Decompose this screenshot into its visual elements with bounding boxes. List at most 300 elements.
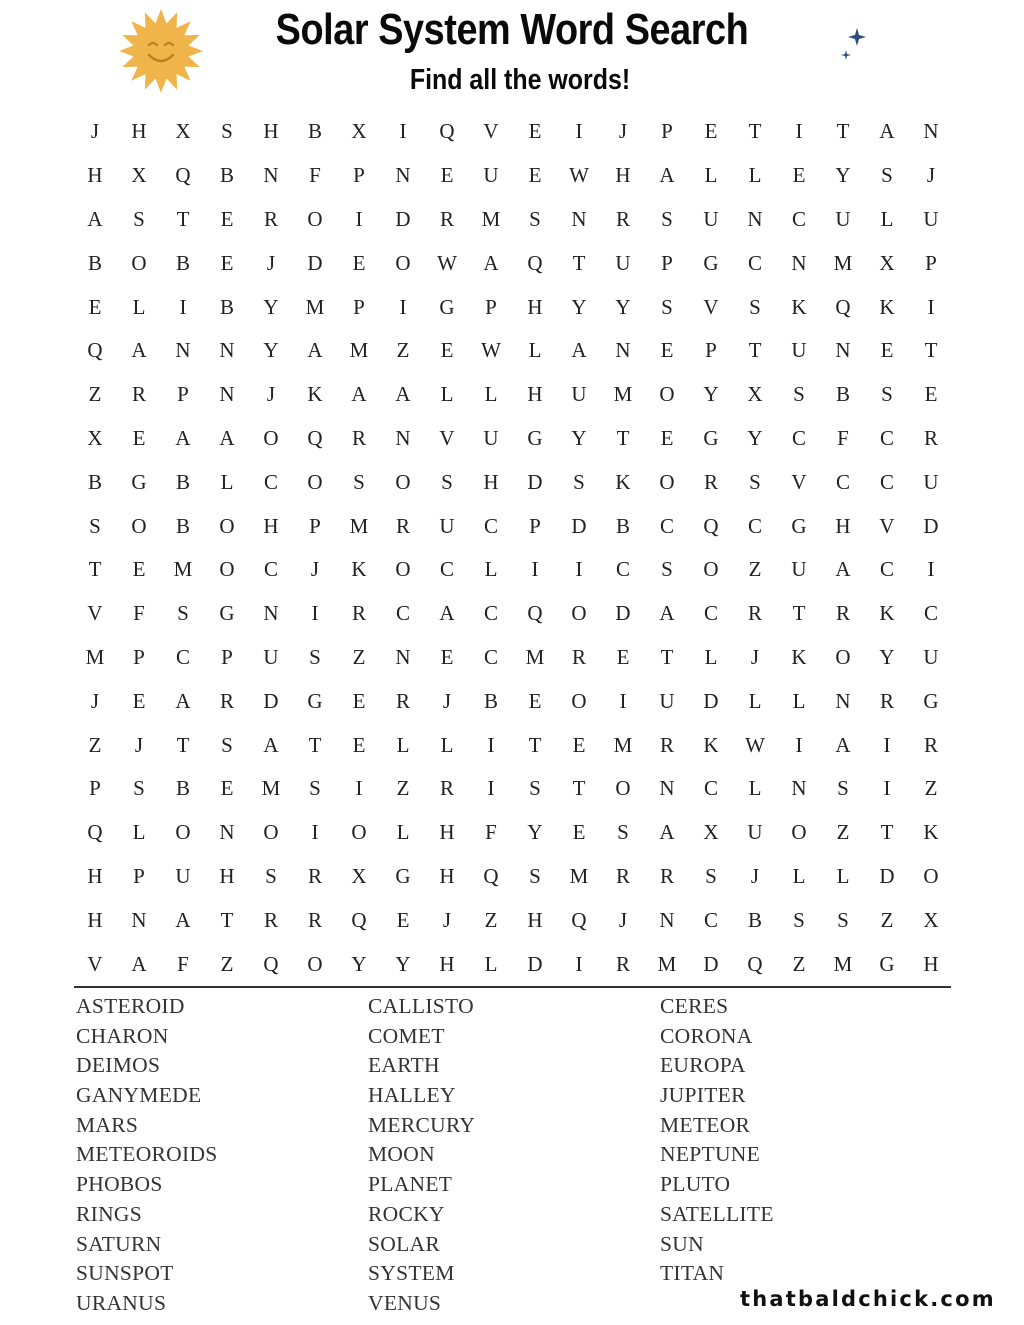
grid-letter[interactable]: E — [220, 206, 234, 231]
grid-letter[interactable]: S — [661, 206, 673, 231]
grid-letter[interactable]: W — [569, 163, 589, 188]
grid-letter[interactable]: E — [660, 338, 674, 363]
grid-letter[interactable]: M — [305, 294, 325, 319]
grid-letter[interactable]: A — [659, 820, 675, 845]
grid-letter[interactable]: O — [659, 469, 675, 494]
grid-letter[interactable]: U — [791, 338, 807, 363]
grid-letter[interactable]: B — [747, 907, 762, 932]
grid-letter[interactable]: C — [791, 206, 806, 231]
grid-letter[interactable]: U — [659, 688, 675, 713]
grid-letter[interactable]: B — [615, 513, 630, 538]
grid-letter[interactable]: R — [615, 863, 630, 888]
grid-letter[interactable]: Q — [87, 338, 103, 363]
grid-letter[interactable]: S — [353, 469, 365, 494]
grid-letter[interactable]: H — [439, 820, 455, 845]
grid-letter[interactable]: E — [132, 688, 146, 713]
grid-letter[interactable]: K — [615, 469, 631, 494]
grid-letter[interactable]: S — [177, 601, 189, 626]
grid-letter[interactable]: A — [879, 119, 895, 144]
grid-letter[interactable]: J — [618, 119, 628, 144]
grid-letter[interactable]: T — [176, 732, 190, 757]
grid-letter[interactable]: E — [396, 907, 410, 932]
grid-letter[interactable]: F — [309, 163, 321, 188]
grid-letter[interactable]: E — [792, 163, 806, 188]
grid-letter[interactable]: M — [833, 250, 853, 275]
grid-letter[interactable]: X — [703, 820, 719, 845]
grid-letter[interactable]: S — [749, 469, 761, 494]
grid-letter[interactable]: S — [793, 382, 805, 407]
grid-letter[interactable]: L — [440, 732, 454, 757]
grid-letter[interactable]: U — [263, 644, 279, 669]
grid-letter[interactable]: O — [835, 644, 851, 669]
grid-letter[interactable]: G — [439, 294, 455, 319]
grid-letter[interactable]: U — [923, 469, 939, 494]
grid-letter[interactable]: G — [923, 688, 939, 713]
grid-letter[interactable]: O — [131, 250, 147, 275]
grid-letter[interactable]: Z — [924, 776, 938, 801]
grid-letter[interactable]: E — [220, 250, 234, 275]
grid-letter[interactable]: K — [923, 820, 939, 845]
grid-letter[interactable]: U — [571, 382, 587, 407]
grid-letter[interactable]: K — [791, 644, 807, 669]
grid-letter[interactable]: D — [615, 601, 631, 626]
grid-letter[interactable]: P — [485, 294, 497, 319]
grid-letter[interactable]: K — [307, 382, 323, 407]
grid-letter[interactable]: A — [175, 688, 191, 713]
grid-letter[interactable]: T — [836, 119, 850, 144]
grid-letter[interactable]: T — [748, 338, 762, 363]
grid-letter[interactable]: R — [923, 732, 938, 757]
grid-letter[interactable]: W — [481, 338, 501, 363]
grid-letter[interactable]: P — [177, 382, 189, 407]
grid-letter[interactable]: D — [703, 688, 719, 713]
grid-letter[interactable]: E — [352, 688, 366, 713]
grid-letter[interactable]: B — [219, 163, 234, 188]
grid-letter[interactable]: E — [660, 425, 674, 450]
grid-letter[interactable]: S — [573, 469, 585, 494]
grid-letter[interactable]: L — [792, 863, 806, 888]
grid-letter[interactable]: N — [835, 338, 851, 363]
grid-letter[interactable]: H — [87, 163, 103, 188]
grid-letter[interactable]: S — [661, 557, 673, 582]
grid-letter[interactable]: O — [571, 601, 587, 626]
grid-letter[interactable]: Y — [263, 294, 279, 319]
grid-letter[interactable]: E — [704, 119, 718, 144]
grid-letter[interactable]: V — [703, 294, 719, 319]
grid-letter[interactable]: S — [221, 119, 233, 144]
grid-letter[interactable]: C — [483, 644, 498, 669]
grid-letter[interactable]: C — [175, 644, 190, 669]
grid-letter[interactable]: N — [395, 644, 411, 669]
grid-letter[interactable]: Q — [263, 951, 279, 976]
grid-letter[interactable]: L — [748, 163, 762, 188]
grid-letter[interactable]: I — [311, 820, 319, 845]
grid-letter[interactable]: U — [835, 206, 851, 231]
grid-letter[interactable]: G — [131, 469, 147, 494]
grid-letter[interactable]: H — [923, 951, 939, 976]
grid-letter[interactable]: N — [791, 250, 807, 275]
grid-letter[interactable]: Y — [835, 163, 851, 188]
grid-letter[interactable]: C — [703, 907, 718, 932]
grid-letter[interactable]: H — [263, 513, 279, 538]
grid-letter[interactable]: S — [133, 776, 145, 801]
grid-letter[interactable]: E — [572, 820, 586, 845]
grid-letter[interactable]: I — [399, 119, 407, 144]
grid-letter[interactable]: N — [175, 338, 191, 363]
grid-letter[interactable]: L — [132, 294, 146, 319]
grid-letter[interactable]: N — [835, 688, 851, 713]
grid-letter[interactable]: L — [132, 820, 146, 845]
grid-letter[interactable]: O — [571, 688, 587, 713]
grid-letter[interactable]: Q — [483, 863, 499, 888]
grid-letter[interactable]: D — [307, 250, 323, 275]
grid-letter[interactable]: T — [572, 776, 586, 801]
grid-letter[interactable]: S — [837, 776, 849, 801]
grid-letter[interactable]: C — [483, 601, 498, 626]
grid-letter[interactable]: C — [747, 513, 762, 538]
grid-letter[interactable]: V — [879, 513, 895, 538]
grid-letter[interactable]: D — [527, 951, 543, 976]
grid-letter[interactable]: S — [441, 469, 453, 494]
grid-letter[interactable]: A — [835, 732, 851, 757]
grid-letter[interactable]: S — [881, 382, 893, 407]
grid-letter[interactable]: H — [527, 294, 543, 319]
grid-letter[interactable]: Y — [703, 382, 719, 407]
grid-letter[interactable]: E — [88, 294, 102, 319]
grid-letter[interactable]: R — [659, 863, 674, 888]
grid-letter[interactable]: R — [351, 425, 366, 450]
grid-letter[interactable]: D — [527, 469, 543, 494]
grid-letter[interactable]: S — [133, 206, 145, 231]
grid-letter[interactable]: X — [351, 119, 367, 144]
grid-letter[interactable]: G — [527, 425, 543, 450]
grid-letter[interactable]: C — [615, 557, 630, 582]
grid-letter[interactable]: L — [396, 732, 410, 757]
grid-letter[interactable]: D — [263, 688, 279, 713]
grid-letter[interactable]: X — [747, 382, 763, 407]
grid-letter[interactable]: P — [661, 119, 673, 144]
grid-letter[interactable]: P — [133, 644, 145, 669]
grid-letter[interactable]: H — [131, 119, 147, 144]
grid-letter[interactable]: J — [442, 907, 452, 932]
grid-letter[interactable]: Q — [747, 951, 763, 976]
grid-letter[interactable]: R — [835, 601, 850, 626]
grid-letter[interactable]: D — [395, 206, 411, 231]
grid-letter[interactable]: H — [263, 119, 279, 144]
grid-letter[interactable]: C — [923, 601, 938, 626]
grid-letter[interactable]: L — [440, 382, 454, 407]
grid-letter[interactable]: M — [833, 951, 853, 976]
grid-letter[interactable]: K — [351, 557, 367, 582]
grid-letter[interactable]: B — [483, 688, 498, 713]
grid-letter[interactable]: O — [219, 513, 235, 538]
grid-letter[interactable]: S — [881, 163, 893, 188]
grid-letter[interactable]: K — [703, 732, 719, 757]
grid-letter[interactable]: S — [749, 294, 761, 319]
grid-letter[interactable]: D — [923, 513, 939, 538]
grid-letter[interactable]: P — [309, 513, 321, 538]
grid-letter[interactable]: K — [791, 294, 807, 319]
grid-letter[interactable]: E — [528, 688, 542, 713]
grid-letter[interactable]: Y — [263, 338, 279, 363]
grid-letter[interactable]: K — [879, 294, 895, 319]
grid-letter[interactable]: J — [618, 907, 628, 932]
grid-letter[interactable]: R — [703, 469, 718, 494]
grid-letter[interactable]: R — [131, 382, 146, 407]
grid-letter[interactable]: T — [88, 557, 102, 582]
grid-letter[interactable]: J — [90, 119, 100, 144]
grid-letter[interactable]: A — [175, 425, 191, 450]
grid-letter[interactable]: R — [307, 907, 322, 932]
grid-letter[interactable]: X — [923, 907, 939, 932]
grid-letter[interactable]: L — [484, 382, 498, 407]
grid-letter[interactable]: U — [615, 250, 631, 275]
grid-letter[interactable]: J — [442, 688, 452, 713]
grid-letter[interactable]: T — [308, 732, 322, 757]
grid-letter[interactable]: N — [131, 907, 147, 932]
grid-letter[interactable]: E — [880, 338, 894, 363]
grid-letter[interactable]: F — [177, 951, 189, 976]
grid-letter[interactable]: O — [263, 820, 279, 845]
grid-letter[interactable]: X — [175, 119, 191, 144]
grid-letter[interactable]: R — [615, 951, 630, 976]
grid-letter[interactable]: H — [439, 863, 455, 888]
grid-letter[interactable]: T — [924, 338, 938, 363]
grid-letter[interactable]: H — [527, 382, 543, 407]
grid-letter[interactable]: P — [705, 338, 717, 363]
grid-letter[interactable]: O — [395, 557, 411, 582]
grid-letter[interactable]: C — [879, 557, 894, 582]
grid-letter[interactable]: O — [307, 469, 323, 494]
grid-letter[interactable]: Y — [747, 425, 763, 450]
grid-letter[interactable]: N — [571, 206, 587, 231]
grid-letter[interactable]: C — [263, 557, 278, 582]
grid-letter[interactable]: S — [529, 776, 541, 801]
grid-letter[interactable]: I — [575, 119, 583, 144]
grid-letter[interactable]: C — [747, 250, 762, 275]
grid-letter[interactable]: S — [89, 513, 101, 538]
grid-letter[interactable]: T — [616, 425, 630, 450]
grid-letter[interactable]: C — [659, 513, 674, 538]
grid-letter[interactable]: O — [307, 951, 323, 976]
grid-letter[interactable]: I — [399, 294, 407, 319]
grid-letter[interactable]: Q — [307, 425, 323, 450]
grid-letter[interactable]: G — [879, 951, 895, 976]
grid-letter[interactable]: I — [311, 601, 319, 626]
grid-letter[interactable]: Y — [571, 425, 587, 450]
grid-letter[interactable]: B — [175, 469, 190, 494]
grid-letter[interactable]: P — [221, 644, 233, 669]
grid-letter[interactable]: S — [309, 776, 321, 801]
grid-letter[interactable]: T — [792, 601, 806, 626]
grid-letter[interactable]: U — [439, 513, 455, 538]
grid-letter[interactable]: C — [879, 469, 894, 494]
grid-letter[interactable]: L — [528, 338, 542, 363]
grid-letter[interactable]: F — [133, 601, 145, 626]
grid-letter[interactable]: G — [703, 250, 719, 275]
grid-letter[interactable]: G — [219, 601, 235, 626]
grid-letter[interactable]: B — [87, 250, 102, 275]
grid-letter[interactable]: Z — [396, 338, 410, 363]
grid-letter[interactable]: R — [879, 688, 894, 713]
grid-letter[interactable]: P — [353, 163, 365, 188]
grid-letter[interactable]: F — [837, 425, 849, 450]
grid-letter[interactable]: X — [131, 163, 147, 188]
grid-letter[interactable]: S — [309, 644, 321, 669]
grid-letter[interactable]: I — [531, 557, 539, 582]
grid-letter[interactable]: A — [483, 250, 499, 275]
grid-letter[interactable]: E — [352, 250, 366, 275]
grid-letter[interactable]: E — [528, 119, 542, 144]
grid-letter[interactable]: Q — [527, 601, 543, 626]
grid-letter[interactable]: L — [880, 206, 894, 231]
grid-letter[interactable]: J — [750, 644, 760, 669]
grid-letter[interactable]: L — [704, 163, 718, 188]
grid-letter[interactable]: A — [351, 382, 367, 407]
grid-letter[interactable]: I — [795, 119, 803, 144]
grid-letter[interactable]: B — [175, 250, 190, 275]
grid-letter[interactable]: N — [395, 163, 411, 188]
grid-letter[interactable]: I — [575, 951, 583, 976]
grid-letter[interactable]: N — [659, 907, 675, 932]
grid-letter[interactable]: I — [575, 557, 583, 582]
grid-letter[interactable]: I — [927, 557, 935, 582]
grid-letter[interactable]: S — [661, 294, 673, 319]
grid-letter[interactable]: H — [87, 863, 103, 888]
grid-letter[interactable]: G — [703, 425, 719, 450]
grid-letter[interactable]: T — [572, 250, 586, 275]
grid-letter[interactable]: I — [795, 732, 803, 757]
grid-letter[interactable]: J — [90, 688, 100, 713]
grid-letter[interactable]: O — [131, 513, 147, 538]
grid-letter[interactable]: U — [747, 820, 763, 845]
grid-letter[interactable]: J — [266, 250, 276, 275]
grid-letter[interactable]: O — [395, 250, 411, 275]
grid-letter[interactable]: Q — [351, 907, 367, 932]
grid-letter[interactable]: C — [703, 601, 718, 626]
grid-letter[interactable]: L — [748, 776, 762, 801]
grid-letter[interactable]: S — [221, 732, 233, 757]
grid-letter[interactable]: X — [351, 863, 367, 888]
grid-letter[interactable]: O — [307, 206, 323, 231]
grid-letter[interactable]: X — [879, 250, 895, 275]
grid-letter[interactable]: N — [747, 206, 763, 231]
grid-letter[interactable]: G — [395, 863, 411, 888]
grid-letter[interactable]: E — [220, 776, 234, 801]
grid-letter[interactable]: E — [132, 425, 146, 450]
grid-letter[interactable]: S — [793, 907, 805, 932]
grid-letter[interactable]: M — [85, 644, 105, 669]
grid-letter[interactable]: Z — [88, 382, 102, 407]
grid-letter[interactable]: A — [263, 732, 279, 757]
grid-letter[interactable]: O — [175, 820, 191, 845]
grid-letter[interactable]: P — [925, 250, 937, 275]
grid-letter[interactable]: A — [175, 907, 191, 932]
grid-letter[interactable]: C — [483, 513, 498, 538]
grid-letter[interactable]: L — [396, 820, 410, 845]
grid-letter[interactable]: K — [879, 601, 895, 626]
grid-letter[interactable]: L — [836, 863, 850, 888]
grid-letter[interactable]: R — [263, 206, 278, 231]
grid-letter[interactable]: S — [529, 206, 541, 231]
grid-letter[interactable]: A — [659, 601, 675, 626]
grid-letter[interactable]: O — [923, 863, 939, 888]
grid-letter[interactable]: R — [395, 688, 410, 713]
grid-letter[interactable]: Q — [87, 820, 103, 845]
grid-letter[interactable]: N — [263, 601, 279, 626]
grid-letter[interactable]: L — [484, 557, 498, 582]
grid-letter[interactable]: N — [219, 820, 235, 845]
grid-letter[interactable]: P — [133, 863, 145, 888]
grid-letter[interactable]: M — [261, 776, 281, 801]
grid-letter[interactable]: O — [219, 557, 235, 582]
grid-letter[interactable]: Z — [484, 907, 498, 932]
grid-letter[interactable]: B — [87, 469, 102, 494]
grid-letter[interactable]: C — [879, 425, 894, 450]
grid-letter[interactable]: T — [880, 820, 894, 845]
grid-letter[interactable]: R — [263, 907, 278, 932]
grid-letter[interactable]: R — [439, 206, 454, 231]
grid-letter[interactable]: L — [748, 688, 762, 713]
grid-letter[interactable]: J — [750, 863, 760, 888]
grid-letter[interactable]: U — [483, 163, 499, 188]
grid-letter[interactable]: G — [791, 513, 807, 538]
grid-letter[interactable]: Q — [835, 294, 851, 319]
grid-letter[interactable]: Q — [175, 163, 191, 188]
grid-letter[interactable]: E — [924, 382, 938, 407]
grid-letter[interactable]: A — [131, 338, 147, 363]
grid-letter[interactable]: I — [355, 206, 363, 231]
grid-letter[interactable]: Q — [439, 119, 455, 144]
grid-letter[interactable]: Z — [396, 776, 410, 801]
grid-letter[interactable]: P — [529, 513, 541, 538]
grid-letter[interactable]: J — [926, 163, 936, 188]
grid-letter[interactable]: J — [310, 557, 320, 582]
grid-letter[interactable]: C — [439, 557, 454, 582]
grid-letter[interactable]: Z — [748, 557, 762, 582]
grid-letter[interactable]: R — [395, 513, 410, 538]
grid-letter[interactable]: B — [835, 382, 850, 407]
grid-letter[interactable]: L — [220, 469, 234, 494]
grid-letter[interactable]: U — [175, 863, 191, 888]
grid-letter[interactable]: N — [219, 338, 235, 363]
grid-letter[interactable]: E — [132, 557, 146, 582]
grid-letter[interactable]: A — [659, 163, 675, 188]
grid-letter[interactable]: T — [748, 119, 762, 144]
grid-letter[interactable]: V — [483, 119, 499, 144]
grid-letter[interactable]: B — [219, 294, 234, 319]
grid-letter[interactable]: A — [131, 951, 147, 976]
grid-letter[interactable]: V — [87, 601, 103, 626]
grid-letter[interactable]: H — [835, 513, 851, 538]
grid-letter[interactable]: I — [883, 732, 891, 757]
grid-letter[interactable]: I — [927, 294, 935, 319]
grid-letter[interactable]: M — [657, 951, 677, 976]
grid-letter[interactable]: R — [571, 644, 586, 669]
grid-letter[interactable]: N — [923, 119, 939, 144]
grid-letter[interactable]: J — [266, 382, 276, 407]
grid-letter[interactable]: U — [791, 557, 807, 582]
grid-letter[interactable]: U — [703, 206, 719, 231]
grid-letter[interactable]: I — [487, 776, 495, 801]
grid-letter[interactable]: S — [529, 863, 541, 888]
grid-letter[interactable]: C — [791, 425, 806, 450]
grid-letter[interactable]: H — [527, 907, 543, 932]
grid-letter[interactable]: C — [835, 469, 850, 494]
grid-letter[interactable]: M — [349, 513, 369, 538]
grid-letter[interactable]: N — [659, 776, 675, 801]
grid-letter[interactable]: C — [395, 601, 410, 626]
